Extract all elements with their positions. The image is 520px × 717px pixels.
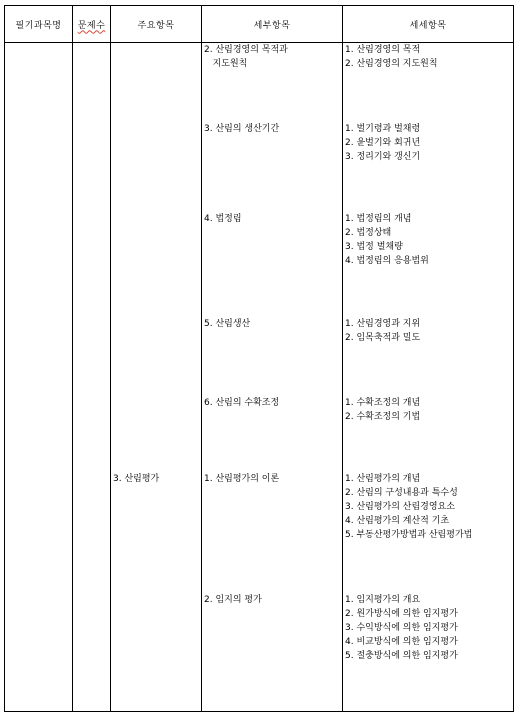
subdetail-line: 2. 임목축적과 밀도 (345, 333, 421, 343)
subdetail-line: 2. 윤벌기와 회귀년 (345, 138, 421, 148)
subdetail-line: 4. 산림평가의 계산적 기초 (345, 516, 450, 526)
subdetail-line: 2. 산림의 구성내용과 특수성 (345, 488, 458, 498)
detail-line: 지도원칙 (204, 59, 248, 69)
subdetail-line: 2. 산림경영의 지도원칙 (345, 59, 438, 69)
subdetail-list (345, 43, 438, 71)
header-subdetail-item: 세세항목 (409, 20, 447, 31)
header-question-count: 문제수 (77, 20, 106, 31)
detail-item (204, 593, 262, 607)
subdetail-line: 3. 산림평가의 산림경영요소 (345, 502, 455, 512)
detail-line: 3. 산림의 생산기간 (204, 124, 280, 134)
subdetail-line: 5. 부동산평가방법과 산림평가법 (345, 530, 473, 540)
subdetail-line: 5. 절충방식에 의한 임지평가 (345, 651, 458, 661)
column-divider (72, 6, 73, 711)
subdetail-list (345, 593, 458, 663)
subdetail-line: 3. 정리기와 갱신기 (345, 152, 421, 162)
subdetail-line: 2. 원가방식에 의한 임지평가 (345, 609, 458, 619)
detail-line: 1. 산림평가의 이론 (204, 474, 280, 484)
subdetail-line: 4. 비교방식에 의한 임지평가 (345, 637, 458, 647)
subdetail-line: 3. 법정 벌채량 (345, 242, 403, 252)
subdetail-line: 4. 법정림의 응용범위 (345, 256, 429, 266)
column-divider (110, 6, 111, 711)
subdetail-line: 1. 산림경영의 목적 (345, 45, 421, 55)
detail-line: 2. 임지의 평가 (204, 595, 262, 605)
column-divider (201, 6, 202, 711)
detail-line: 4. 법정림 (204, 214, 242, 224)
header-major-item: 주요항목 (137, 20, 175, 31)
syllabus-table (4, 5, 514, 712)
detail-item (204, 43, 288, 71)
subdetail-list (345, 472, 472, 542)
subdetail-line: 3. 수익방식에 의한 임지평가 (345, 623, 458, 633)
subdetail-line: 1. 임지평가의 개요 (345, 595, 421, 605)
subdetail-line: 1. 수확조정의 개념 (345, 398, 421, 408)
detail-line: 5. 산림생산 (204, 319, 251, 329)
subdetail-line: 1. 산림경영과 지위 (345, 319, 421, 329)
detail-item (204, 212, 242, 226)
detail-line: 6. 산림의 수확조정 (204, 398, 280, 408)
detail-item (204, 122, 279, 136)
detail-line: 2. 산림경영의 목적과 (204, 45, 288, 55)
subdetail-line: 2. 수확조정의 기법 (345, 412, 421, 422)
detail-item (204, 472, 279, 486)
subdetail-line: 1. 법정림의 개념 (345, 214, 412, 224)
header-subject: 필기과목명 (15, 20, 62, 31)
subdetail-line: 1. 벌기령과 벌채령 (345, 124, 421, 134)
detail-item (204, 396, 279, 410)
subdetail-list (345, 317, 420, 345)
subdetail-list (345, 212, 429, 268)
subdetail-list (345, 396, 420, 424)
column-divider (342, 6, 343, 711)
subdetail-line: 1. 산림평가의 개념 (345, 474, 421, 484)
header-detail-item: 세부항목 (253, 20, 291, 31)
major-item-label: 3. 산림평가 (113, 474, 160, 484)
detail-item (204, 317, 250, 331)
subdetail-line: 2. 법정상태 (345, 228, 392, 238)
subdetail-list (345, 122, 420, 164)
